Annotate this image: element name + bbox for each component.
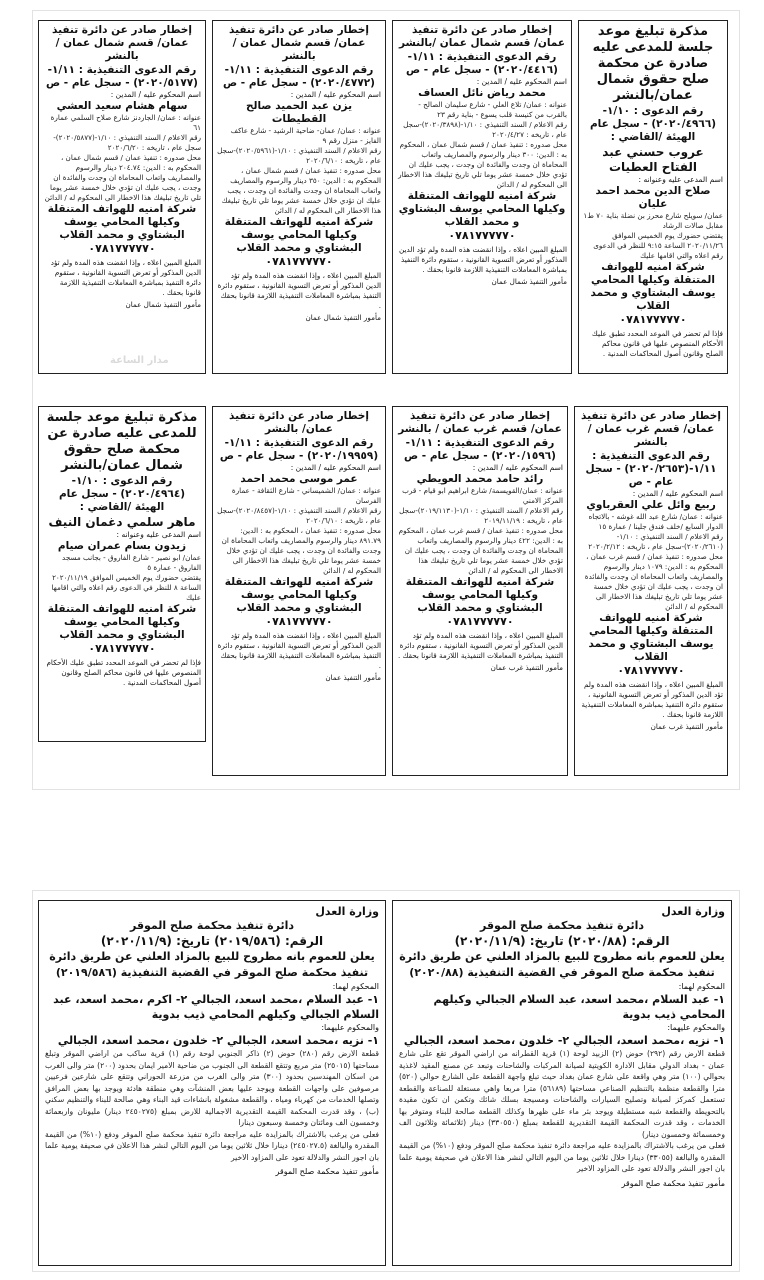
ad-header: إخطار صادر عن دائرة تنفيذ عمان/ قسم شمال عمان /بالنشر xyxy=(398,24,566,49)
ad-header: مذكرة تبليغ موعد جلسة للمدعى عليه صادرة عن محكمة صلح حقوق شمال عمان/بالنشر xyxy=(46,410,198,473)
plaintiff-company: شركة امنيه للهواتف المتنقلة وكيلها المحامي يوسف البشتاوي و محمد القلاب xyxy=(47,603,197,641)
execution-notice-ad-5 xyxy=(574,406,728,776)
ad-footer: المبلغ المبين اعلاه ، وإذا انقضت هذه المدة ولم تؤد الدين المذكور أو تعرض التسوية القانونية ، ستقوم دائرة التنفيذ بمباشرة المعاملات التنفيذية اللازمة قانونا بحقك . xyxy=(50,258,201,297)
property-description: قطعة الارض رقم (٢٨٠) حوض (٢) ذاكر الجنوبي لوحة رقم (١) قرية ساكب من اراضي الموقر وتبلغ مساحتها (٢٥٠١٥) متر مربع وتتقع القطعة الى الجنوب من ضاحية الامير ايمان بحدود (٢٠٠) متر والى الغرب من اسكان المهندسين بحدود (٣٠٠) متر والى الغرب من مزرعة الحوراني وتتقع على شارعين فرعيين مرصوفين على واجهات القطعة ويوجد عليها بعض المنشآت وهي منطقة هادئة ويوجد بها بعض المرافق وتصلها الخدمات من كهرباء ومياه ، والقطعة مشغولة بانشاءات قيد البناء وهي صالحة للبناء والتنظيم سكني (ب) ، وقد قدرت المحكمة القيمة التقديرية الاجمالية للارض بمبلغ (٢٤٥٠٢٧٥ دينار) مليونان واربعمائة وخمسون الف ومائتان وخمسة وسبعون دينارا xyxy=(45,1049,379,1127)
notice-body: محل صدوره : تنفيذ عمان / قسم غرب عمان ، المحكوم به : الدين: ١٠٧٩ دينار والرسوم والمصاريف واتعاب المحاماة ان وجدت والفائدة ان وجدت ، يجب عليك ان تؤدي خلال خمسة عشر يوما تلي تاريخ تبليغك هذا الاخطار الى المحكوم له / الدائن xyxy=(584,552,723,611)
auction-announcement: يعلن للعموم بانه مطروح للبيع بالمزاد العلني عن طريق دائرة تنفيذ محكمة صلح الموقر في القضية التنفيذية (٢٠١٩/٥٨٦) xyxy=(49,950,375,979)
ad-footer: المبلغ المبين اعلاه ، وإذا انقضت هذه المدة ولم تؤد الدين المذكور أو تعرض التسوية القانونية ، ستقوم دائرة التنفيذ بمباشرة المعاملات التنفيذية اللازمة قانونا بحقك . xyxy=(217,631,381,670)
defendant-address: عنوانه : عمان/ شارع عبد الله غوشه - بالاتجاه الدوار السابع /خلف فندق جلينا / عمارة ١٥ xyxy=(588,512,723,531)
creditor-company: شركة امنيه للهواتف المتنقلة وكيلها المحامي يوسف البشتاوي و محمد القلاب xyxy=(224,216,374,254)
records-info: رقم الاعلام / السند التنفيذي : ١/١٠-(٢٠٢٠/٥٨٧٧)-سجل عام ، تاريخه : ٢٠٢٠/٦/٢٠ xyxy=(53,133,201,152)
ad-header: إخطار صادر عن دائرة تنفيذ عمان/ قسم غرب عمان / بالنشر xyxy=(398,410,562,435)
notice-body: محل صدوره : تنفيذ عمان / قسم شمال عمان ، المحكوم به : الدين: ٣٠٠ دينار والرسوم والمصاريف واتعاب المحاماة ان وجدت والفائدة ان وجدت ، يجب عليك ان تؤدي خلال خمسة عشر يوما تلي تاريخ تبليغك هذا الاخطار الى المحكوم له / الدائن xyxy=(398,140,567,189)
creditor-company: شركة امنيه للهواتف المتنقلة وكيلها المحامي يوسف البشتاوي و محمد القلاب xyxy=(398,190,566,228)
case-number: رقم الدعوى : ١/١٠-(٢٠٢٠/٤٩٦٤) - سجل عام xyxy=(58,475,186,500)
signature: مأمور التنفيذ شمال عمان xyxy=(491,277,567,286)
judge-name: عروب حسني عبد الفتاح العطيات xyxy=(602,145,704,174)
defendant-label: اسم المحكوم عليه / المدين : xyxy=(472,463,563,472)
defendant-address: عنوانه : عمان/ الشميساني - شارع الثقافة - عمارة الفرسان xyxy=(231,486,381,505)
ad-header: إخطار صادر عن دائرة تنفيذ عمان/ قسم شمال عمان /بالنشر xyxy=(52,24,192,62)
defendant-name: رائد حامد محمد العويطي xyxy=(416,473,544,485)
ad-footer: المبلغ المبين اعلاه ، وإذا انقضت هذه المدة ولم تؤد الدين المذكور أو تعرض التسوية القانونية ، ستقوم دائرة التنفيذ بمباشرة المعاملات التنفيذية اللازمة قانونا بحقك . xyxy=(217,271,381,310)
debtors-label: والمحكوم عليهما: xyxy=(321,1023,379,1032)
execution-notice-ad-3 xyxy=(212,20,386,374)
defendant-address: عنوانه : عمان/القويسمة/ شارع ابراهيم ابو قيام - قرب المركز الامني xyxy=(402,486,563,505)
creditor-company: شركة امنيه للهواتف المتنقلة وكيلها المحامي يوسف البشتاوي و محمد القلاب xyxy=(224,576,374,614)
signature: مأمور التنفيذ عمان xyxy=(325,673,381,682)
records-info: رقم الاعلام / السند التنفيذي : ١/١٠-(٢٠٢٠/٥٩٦١)-سجل عام ، تاريخه : ٢٠٢٠/٦/١٠ xyxy=(217,146,381,165)
defendant-address: عمان/ ابو نصير - شارع الفاروق - بجانب مسجد الفاروق - عمارة ٥ xyxy=(62,553,201,572)
ministry-name: وزارة العدل xyxy=(315,905,379,918)
case-number: رقم الدعوى التنفيذية : ١/١١-(٢٠٢٠/٥١٧٧) - سجل عام - ص xyxy=(46,64,198,89)
signature: مأمور تنفيذ محكمة صلح الموقر xyxy=(621,1178,725,1188)
phone-number: ٠٧٨١٧٧٧٧٧٠ xyxy=(88,642,156,655)
execution-notice-ad-4 xyxy=(38,20,206,374)
auction-ad-2 xyxy=(38,900,386,1266)
defendant-name: ربيع وائل علي العقرباوي xyxy=(586,499,716,511)
court-summons-ad-1 xyxy=(578,20,728,374)
ad-footer: المبلغ المبين اعلاه ، وإذا انقضت هذه المدة ولم تؤد الدين المذكور أو تعرض التسوية القانونية ، ستقوم دائرة التنفيذ بمباشرة المعاملات التنفيذية اللازمة قانونا بحقك . xyxy=(581,680,723,719)
address-label: اسم المدعى عليه وعنوانه : xyxy=(638,175,723,184)
auction-terms: فعلى من يرغب بالاشتراك بالمزايدة عليه مراجعة دائرة تنفيذ محكمة صلح الموقر ودفع (١٠%) من القيمة المقدرة والبالغة (٣٣٠٥٥) دينارا خلال ثلاثين يوما من اليوم التالي لنشر هذا الاعلان في صحيفة يومية علما بان اجور النشر والدلالة تعود على المزاود الاخير xyxy=(399,1141,725,1173)
signature: مأمور التنفيذ غرب عمان xyxy=(650,722,723,731)
defendant-address: عنوانه : عمان/ الجاردنز شارع صلاح السلمي عمارة ٦١ xyxy=(50,113,201,132)
signature: مأمور التنفيذ شمال عمان xyxy=(305,313,381,322)
execution-notice-ad-7 xyxy=(212,406,386,776)
case-number: رقم الدعوى : ١/١٠-(٢٠٢٠/٤٩٦٦) - سجل عام xyxy=(589,105,717,130)
creditors-label: المحكوم لهما: xyxy=(678,982,725,991)
auction-terms: فعلى من يرغب بالاشتراك بالمزايدة عليه مراجعة دائرة تنفيذ محكمة صلح الموقر ودفع (١٠%) من القيمة المقدرة والبالغة (٢٤٥٠٢٧.٥) دينارا خلال ثلاثين يوما من اليوم التالي لنشر هذا الاعلان في صحيفة يومية علما بان اجور النشر والدلالة تعود على المزاود الاخير xyxy=(45,1129,379,1162)
hearing-notice: يقتضي حضورك يوم الخميس الموافق ٢٠٢٠/١١/١٩ الساعة ٨ للنظر في الدعوى رقم اعلاه والتي اقامها عليك xyxy=(51,573,201,602)
department-name: دائرة تنفيذ محكمة صلح الموقر xyxy=(479,919,645,932)
phone-number: ٠٧٨١٧٧٧٧٧٠ xyxy=(265,615,333,628)
phone-number: ٠٧٨١٧٧٧٧٧٠ xyxy=(619,313,687,326)
case-number: رقم الدعوى التنفيذية : ١/١١-(٢٠٢٠/١٥٩٦) - سجل عام - ص xyxy=(404,437,556,462)
phone-number: ٠٧٨١٧٧٧٧٧٠ xyxy=(446,615,514,628)
phone-number: ٠٧٨١٧٧٧٧٧٠ xyxy=(265,255,333,268)
records-info: رقم الاعلام / السند التنفيذي : ١/١٠-(٢٠١٩/١١٣٠)-سجل عام ، تاريخه : ٢٠١٩/١١/١٩ xyxy=(399,506,563,525)
debtors: ١- نزيه ،محمد اسعد، الجبالي ٢- خلدون ،محمد اسعد، الجبالي xyxy=(57,1034,379,1047)
ad-header: مذكرة تبليغ موعد جلسة للمدعى عليه صادرة عن محكمة صلح حقوق شمال عمان/بالنشر xyxy=(592,24,714,103)
auction-ad-1 xyxy=(392,900,732,1266)
case-number: رقم الدعوى التنفيذية : ١/١١-(٢٠٢٠/٤٧٧٢) - سجل عام - ص xyxy=(223,64,375,89)
creditor-company: شركة امنيه للهواتف المتنقلة وكيلها المحامي يوسف البشتاوي و محمد القلاب xyxy=(47,203,197,241)
ad-header: إخطار صادر عن دائرة تنفيذ عمان/ قسم شمال عمان / بالنشر xyxy=(229,24,369,62)
ministry-name: وزارة العدل xyxy=(661,905,725,918)
department-name: دائرة تنفيذ محكمة صلح الموقر xyxy=(129,919,295,932)
ad-header: إخطار صادر عن دائرة تنفيذ عمان/ قسم غرب عمان / بالنشر xyxy=(581,410,721,448)
records-info: رقم الاعلام / السند التنفيذي : ١/١٠-(٢٠٢٠/٣٨٩٨)-سجل عام ، تاريخه : ٢٠٢٠/٤/٢٧ xyxy=(403,120,567,139)
hearing-notice: يقتضي حضورك يوم الخميس الموافق ٢٠٢٠/١١/٢٦ الساعة ٩:١٥ للنظر في الدعوى رقم اعلاه والتي اقامها عليك xyxy=(593,231,723,260)
creditors: ١- عبد السلام ،محمد اسعد، الجبالي ٢- اكرم ،محمد اسعد، عبد السلام الجبالي وكيلهم المحامي ذيب بدوية xyxy=(53,993,379,1021)
ad-footer: المبلغ المبين اعلاه ، وإذا انقضت هذه المدة ولم تؤد الدين المذكور أو تعرض التسوية القانونية ، ستقوم دائرة التنفيذ بمباشرة المعاملات التنفيذية اللازمة قانونا بحقك . xyxy=(397,631,563,660)
phone-number: ٠٧٨١٧٧٧٧٧٠ xyxy=(88,242,156,255)
case-number: رقم الدعوى التنفيذية : ١/١١-(٢٠٢٠/٢٦٥٣) - سجل عام - ص xyxy=(585,450,717,488)
notice-body: محل صدوره : تنفيذ عمان ، المحكوم به : الدين: ٨٩١.٧٩ دينار والرسوم والمصاريف واتعاب المحاماة ان وجدت والفائدة ان وجدت ، يجب عليك ان تؤدي خلال خمسة عشر يوما تلي تاريخ تبليغك هذا الاخطار الى المحكوم له / الدائن xyxy=(221,526,381,575)
signature: مأمور تنفيذ محكمة صلح الموقر xyxy=(275,1167,379,1176)
court-summons-ad-8 xyxy=(38,406,206,742)
ad-footer: المبلغ المبين اعلاه ، وإذا انقضت هذه المدة ولم تؤد الدين المذكور أو تعرض التسوية القانونية ، ستقوم دائرة التنفيذ بمباشرة المعاملات التنفيذية اللازمة قانونا بحقك . xyxy=(399,245,567,274)
defendant-label: اسم المحكوم عليه / المدين : xyxy=(290,90,381,99)
defendant-label: اسم المحكوم عليه / المدين : xyxy=(476,77,567,86)
defendant-name: صلاح الدين محمد احمد عليان xyxy=(595,185,711,210)
watermark: مدار الساعة xyxy=(110,355,169,366)
defendant-address: عنوانه : عمان/ عمان- ضاحية الرشيد - شارع عاكف الفايز - منزل رقم ٩ xyxy=(230,126,381,145)
creditor-company: شركة امنيه للهواتف المتنقلة وكيلها المحامي يوسف البشتاوي و محمد القلاب xyxy=(588,612,714,663)
signature: مأمور التنفيذ شمال عمان xyxy=(125,300,201,309)
plaintiff-company: شركة امنيه للهواتف المتنقلة وكيلها المحامي يوسف البشتاوي و محمد القلاب xyxy=(590,261,716,312)
judge-label: الهيئة /القاضي : xyxy=(79,501,165,513)
address-label: اسم المدعى عليه وعنوانه : xyxy=(116,530,201,539)
notice-body: محل صدوره : تنفيذ عمان / قسم غرب عمان ، المحكوم به : الدين: ٤٢٢ دينار والرسوم والمصاريف واتعاب المحاماة ان وجدت والفائدة ان وجدت ، يجب عليك ان تؤدي خلال خمسة عشر يوما تلي تاريخ تبليغك هذا الاخطار الى المحكوم له / الدائن xyxy=(398,526,563,575)
debtors: ١- نزيه ،محمد اسعد، الجبالي ٢- خلدون ،محمد اسعد، الجبالي xyxy=(403,1034,725,1047)
judge-name: ماهر سلمي دغمان النيف xyxy=(48,515,196,529)
defendant-label: اسم المحكوم عليه / المدين : xyxy=(110,90,201,99)
creditors-label: المحكوم لهما: xyxy=(332,982,379,991)
defendant-name: محمد رياض نائل العساف xyxy=(418,87,546,99)
execution-notice-ad-2 xyxy=(392,20,572,374)
ad-header: إخطار صادر عن دائرة تنفيذ عمان/ بالنشر xyxy=(229,410,369,435)
auction-announcement: يعلن للعموم بانه مطروح للبيع بالمزاد العلني عن طريق دائرة تنفيذ محكمة صلح الموقر في القضية التنفيذية (٢٠٢٠/٨٨) xyxy=(399,950,725,979)
judge-label: الهيئة /القاضي : xyxy=(610,131,696,143)
defendant-label: اسم المحكوم عليه / المدين : xyxy=(632,489,723,498)
defendant-address: عنوانه : عمان/ تلاع العلي - شارع سليمان الصالح - بالقرب من كنيسة قلب يسوع - بناية رقم ٢٣ xyxy=(418,100,567,119)
notice-body: محل صدوره : تنفيذ عمان / قسم شمال عمان ، المحكوم به : الدين: ٣٥٠ دينار والرسوم والمصاريف واتعاب المحاماة ان وجدت والفائدة ان وجدت ، يجب عليك ان تؤدي خلال خمسة عشر يوما تلي تاريخ تبليغك هذا الاخطار الى المحكوم له / الدائن xyxy=(221,166,381,215)
records-info: رقم الاعلام / السند التنفيذي : ١/١٠-(٢٠٢٠/٨٤٥٧)-سجل عام ، تاريخه : ٢٠٢٠/٦/١٠ xyxy=(217,506,381,525)
phone-number: ٠٧٨١٧٧٧٧٧٠ xyxy=(617,664,685,677)
creditors: ١- عبد السلام ،محمد اسعد، عبد السلام الجبالي وكيلهم المحامي ذيب بدوية xyxy=(433,993,725,1021)
notice-body: محل صدوره : تنفيذ عمان / قسم شمال عمان ، المحكوم به : الدين: ٢٠٤.٧٤ دينار والرسوم والمصاريف واتعاب المحاماة ان وجدت والفائدة ان وجدت ، يجب عليك ان تؤدي خلال خمسة عشر يوما تلي تاريخ تبليغك هذا الاخطار الى المحكوم له / الدائن xyxy=(44,153,201,202)
ad-footer: فإذا لم تحضر في الموعد المحدد تطبق عليك الأحكام المنصوص عليها في قانون محاكم الصلح وقانون أصول المحاكمات المدنية . xyxy=(591,329,723,358)
defendant-label: اسم المحكوم عليه / المدين : xyxy=(290,463,381,472)
signature: مأمور التنفيذ غرب عمان xyxy=(490,663,563,672)
ad-footer: فإذا لم تحضر في الموعد المحدد تطبق عليك الأحكام المنصوص عليها في قانون محاكم الصلح وقانون أصول المحاكمات المدنية . xyxy=(46,658,201,687)
defendant-name: سهام هشام سعيد العشي xyxy=(56,100,188,112)
defendant-name: زيدون بسام عمران صيام xyxy=(57,540,187,552)
defendant-name: عمر موسى محمد احمد xyxy=(240,473,358,485)
debtors-label: والمحكوم عليهما: xyxy=(667,1023,725,1032)
execution-notice-ad-6 xyxy=(392,406,568,776)
property-description: قطعة الارض رقم (٢٩٢) حوض (٢) الزبيد لوحة (١) قرية القطرانه من اراضي الموقر تقع على شارع عمان - بغداد الدولي مقابل الادارة الكويتية لصيانة المركبات والشاحنات وتبعد عن مصنع المقيد لاغذية بحوالي (١٠٠) متر وهي واقعة على شارع عمان بغداد حيث تبلغ واجهة القطعة على الشارع حوالي (٥٢٠) مترا والقطعة منظمة بالتنظيم الصناعي مساحتها (٥٦١٨٩) مترا مربعا واهي مستغلة للصناعة والقطعة تستعمل كمركز لصيانة وتصليح السيارات والشاحنات ومسيجة بسلك شائك وتكمن ان تكون مقيدة بالتحويطة والقطعة شبه مستطيلة ويوجد بئر ماء على ظهرها وكذلك القطعة صالحة للبناء ومتوفر بها الخدمات ، وقد قدرت المحكمة القيمة التقديرية للقطعة بمبلغ (٣٣٠٥٥٠) دينار (ثلاثمائة وثلاثون الف وخمسمائة وخمسون دينار) xyxy=(399,1049,725,1139)
case-number: رقم الدعوى التنفيذية : ١/١١-(٢٠٢٠/١٩٩٥٩) - سجل عام - ص xyxy=(219,437,379,462)
reference-number: الرقم: (٢٠٢٠/٨٨) تاريخ: (٢٠٢٠/١١/٩) xyxy=(454,934,670,948)
creditor-company: شركة امنيه للهواتف المتنقلة وكيلها المحامي يوسف البشتاوي و محمد القلاب xyxy=(405,576,555,614)
records-info: رقم الاعلام / السند التنفيذي : ١/١٠-(٢٠٢٠/٢٦١٠)-سجل عام ، تاريخه : ٢٠٢٠/٢/١٢ xyxy=(588,532,723,551)
case-number: رقم الدعوى التنفيذية : ١/١١-(٢٠٢٠/٤٤١٦) - سجل عام - ص xyxy=(406,51,558,76)
reference-number: الرقم: (٢٠١٩/٥٨٦) تاريخ: (٢٠٢٠/١١/٩) xyxy=(100,934,324,948)
defendant-address: عمان/ سويلح شارع محرز بن نضلة بناية ٧٠ ط١ مقابل صالات الرشاد xyxy=(583,211,723,230)
phone-number: ٠٧٨١٧٧٧٧٧٠ xyxy=(448,229,516,242)
defendant-name: يزن عبد الحميد صالح القطيطات xyxy=(245,100,353,125)
